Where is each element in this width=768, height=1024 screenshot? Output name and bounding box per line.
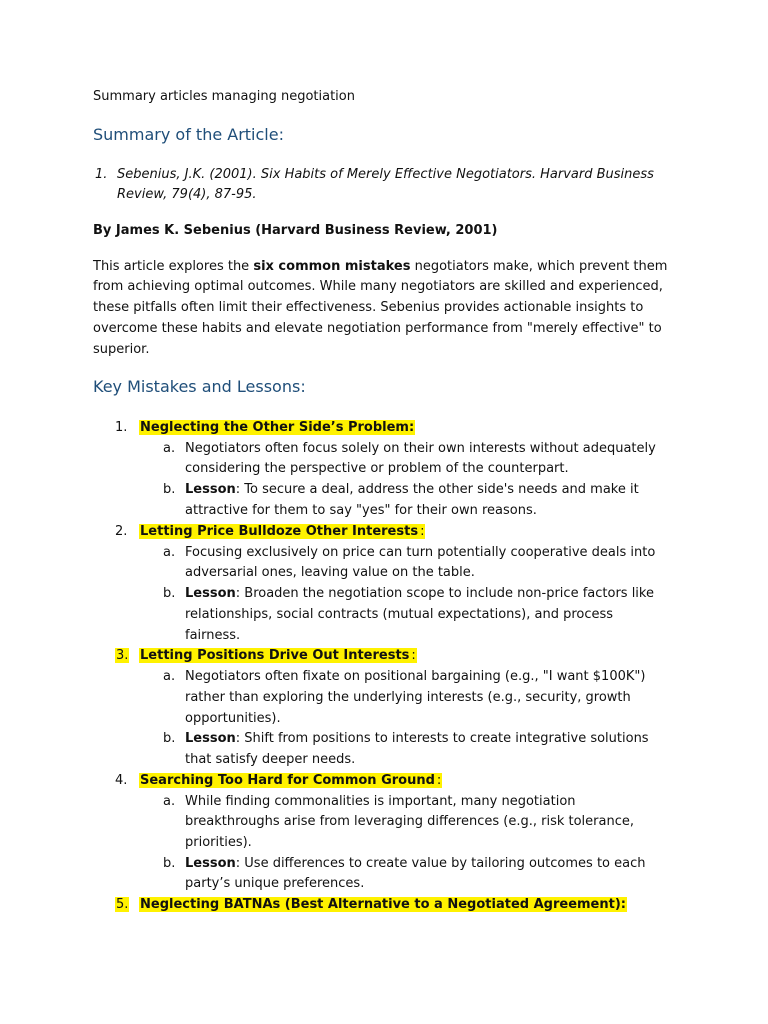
- mistake-1-title: Neglecting the Other Side’s Problem:: [140, 420, 415, 435]
- mistake-4-b-line-1: Lesson: Use differences to create value by tailoring outcomes to each: [185, 856, 646, 871]
- mistake-2-b-line-1: Lesson: Broaden the negotiation scope to include non-price factors like: [185, 586, 654, 601]
- mistake-4-a-line-2: breakthroughs arise from leveraging differences (e.g., risk tolerance,: [185, 814, 634, 829]
- intro-line-2: from achieving optimal outcomes. While many negotiators are skilled and experienced,: [93, 279, 663, 294]
- intro-emphasis: six common mistakes: [253, 259, 411, 274]
- mistake-3-a-line-1: Negotiators often fixate on positional bargaining (e.g., "I want $100K"): [185, 669, 646, 684]
- mistake-2-a-label: a.: [163, 545, 176, 560]
- mistake-3-b-line-1: Lesson: Shift from positions to interests to create integrative solutions: [185, 731, 649, 746]
- mistake-1-a-line-1: Negotiators often focus solely on their own interests without adequately: [185, 441, 656, 456]
- mistake-2-title: Letting Price Bulldoze Other Interests :: [140, 524, 425, 539]
- intro-line-1: This article explores the six common mistakes negotiators make, which prevent them: [93, 259, 668, 274]
- intro-line-5: superior.: [93, 342, 150, 357]
- mistake-3-b-label: b.: [163, 731, 176, 746]
- lesson-label: Lesson: [185, 586, 236, 601]
- mistake-5-title: Neglecting BATNAs (Best Alternative to a Negotiated Agreement):: [140, 897, 626, 912]
- mistake-3-title: Letting Positions Drive Out Interests :: [140, 648, 416, 663]
- mistake-3-number: 3.: [116, 648, 129, 663]
- mistake-3-a-label: a.: [163, 669, 176, 684]
- lesson-label: Lesson: [185, 731, 236, 746]
- mistake-2-number: 2.: [115, 524, 128, 539]
- lesson-label: Lesson: [185, 856, 236, 871]
- mistake-1-b-line-2: attractive for them to say "yes" for their own reasons.: [185, 503, 537, 518]
- mistake-3-a-line-2: rather than exploring the underlying interests (e.g., security, growth: [185, 690, 631, 705]
- mistake-3-b-line-2: that satisfy deeper needs.: [185, 752, 356, 767]
- intro-line-4: overcome these habits and elevate negotiation performance from "merely effective" to: [93, 321, 662, 336]
- mistake-4-title: Searching Too Hard for Common Ground :: [140, 773, 442, 788]
- mistake-4-a-line-1: While finding commonalities is important, many negotiation: [185, 794, 576, 809]
- byline: By James K. Sebenius (Harvard Business Review, 2001): [93, 223, 498, 238]
- mistake-2-a-line-1: Focusing exclusively on price can turn potentially cooperative deals into: [185, 545, 656, 560]
- mistake-1-b-line-1: Lesson: To secure a deal, address the other side's needs and make it: [185, 482, 639, 497]
- mistake-1-number: 1.: [115, 420, 128, 435]
- citation-number: 1.: [95, 167, 108, 182]
- mistake-1-b-label: b.: [163, 482, 176, 497]
- citation-line-2: Review, 79(4), 87-95.: [117, 187, 257, 202]
- mistake-3-a-line-3: opportunities).: [185, 711, 281, 726]
- intro-line-3: these pitfalls often limit their effectiveness. Sebenius provides actionable insights to: [93, 300, 644, 315]
- mistake-1-a-line-2: considering the perspective or problem of the counterpart.: [185, 461, 569, 476]
- mistake-4-b-line-2: party’s unique preferences.: [185, 876, 365, 891]
- mistake-2-a-line-2: adversarial ones, leaving value on the table.: [185, 565, 475, 580]
- summary-heading: Summary of the Article:: [93, 125, 284, 144]
- mistake-4-a-label: a.: [163, 794, 176, 809]
- mistake-1-a-label: a.: [163, 441, 176, 456]
- lesson-label: Lesson: [185, 482, 236, 497]
- document-title: Summary articles managing negotiation: [93, 89, 355, 104]
- mistake-2-b-line-2: relationships, social contracts (mutual expectations), and process: [185, 607, 614, 622]
- mistake-2-b-line-3: fairness.: [185, 628, 241, 643]
- mistake-4-a-line-3: priorities).: [185, 835, 252, 850]
- mistake-4-b-label: b.: [163, 856, 176, 871]
- citation-line-1: Sebenius, J.K. (2001). Six Habits of Merely Effective Negotiators. Harvard Business: [117, 167, 654, 182]
- mistake-2-b-label: b.: [163, 586, 176, 601]
- key-mistakes-heading: Key Mistakes and Lessons:: [93, 377, 306, 396]
- mistake-4-number: 4.: [115, 773, 128, 788]
- mistake-5-number: 5.: [116, 897, 129, 912]
